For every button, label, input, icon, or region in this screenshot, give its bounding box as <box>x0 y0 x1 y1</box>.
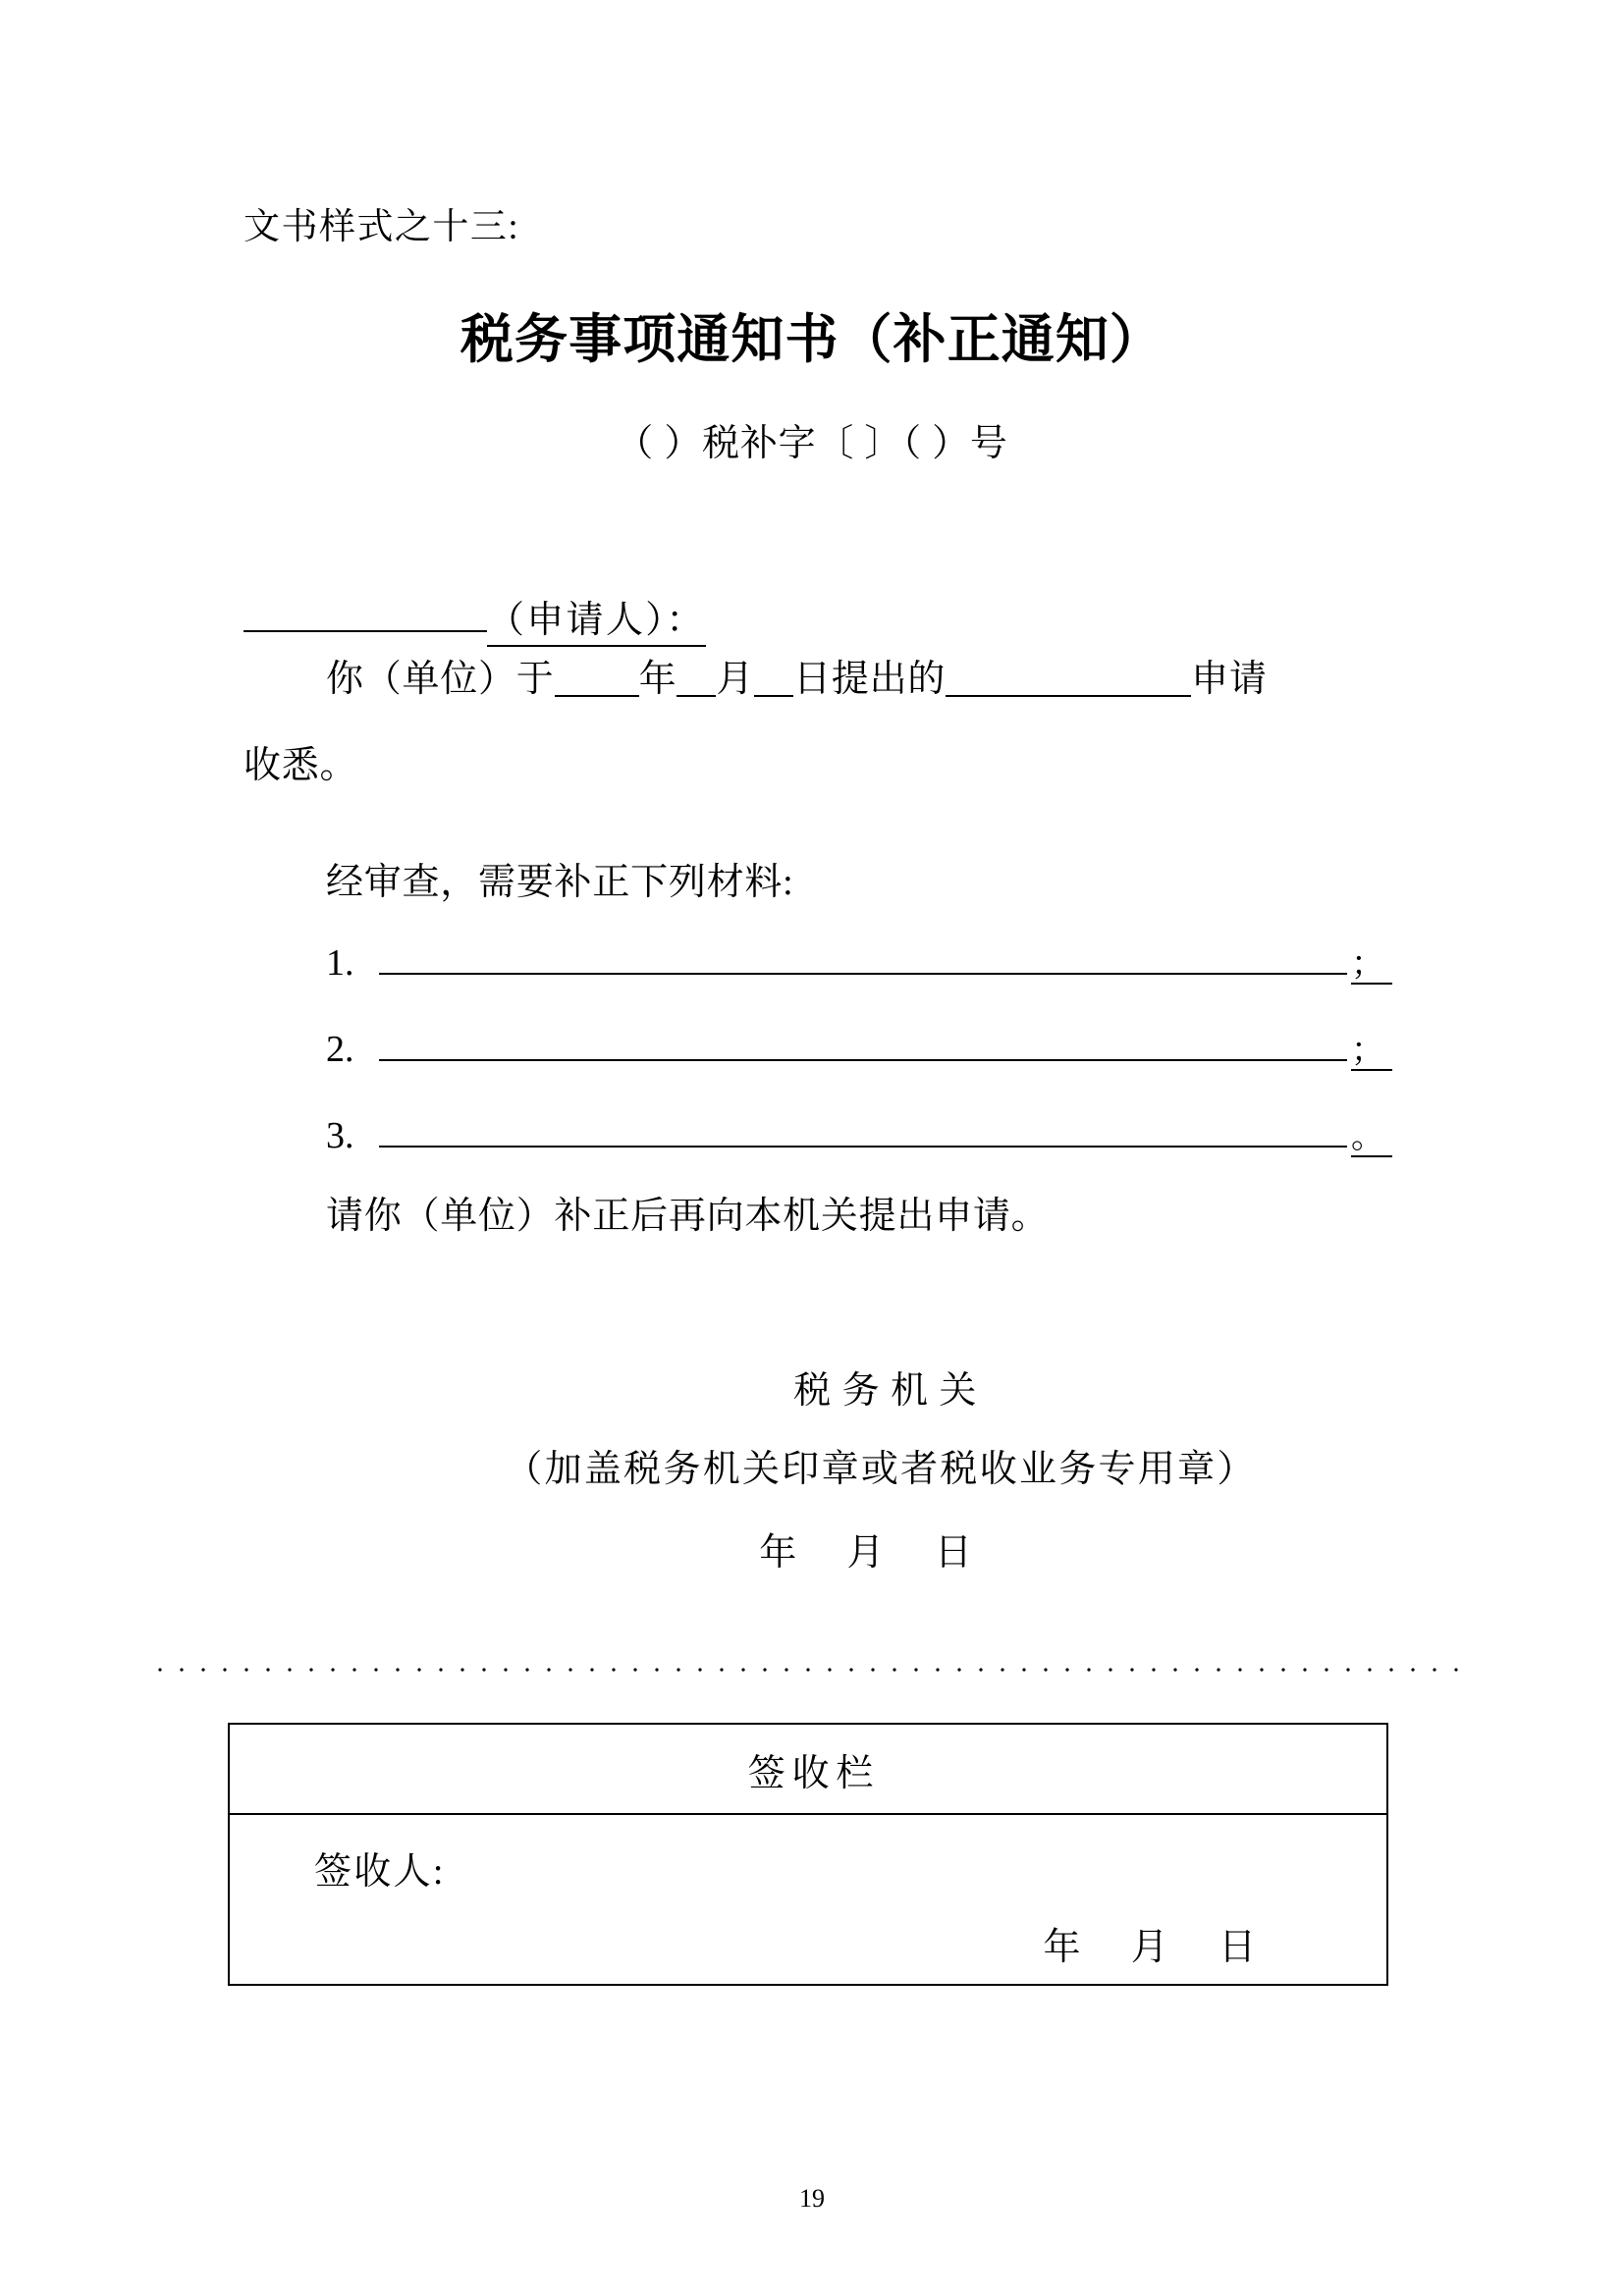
body-paragraph-received: 收悉。 <box>244 745 358 786</box>
material-item <box>244 937 1392 1024</box>
signature-date-line: 年 月 日 <box>759 1532 993 1574</box>
label-year: 年 <box>638 659 677 700</box>
submission-day-blank[interactable] <box>754 658 793 697</box>
application-type-blank[interactable] <box>946 658 1191 697</box>
signature-authority: 税务机关 <box>793 1370 988 1412</box>
body-paragraph-submission <box>244 636 1268 722</box>
receipt-table <box>228 1723 1388 1986</box>
recipient-name-blank[interactable] <box>244 591 487 632</box>
material-item-number: 2. <box>326 1029 354 1070</box>
material-item-input[interactable] <box>379 1024 1347 1061</box>
document-number-line: （ ）税补字〔 〕（ ）号 <box>616 423 1008 464</box>
material-item-number: 3. <box>326 1115 354 1156</box>
material-item-input[interactable] <box>379 937 1347 975</box>
document-style-label: 文书样式之十三: <box>244 207 520 247</box>
page-title: 税务事项通知书（补正通知） <box>460 310 1164 369</box>
material-item-number: 1. <box>326 942 354 984</box>
receipt-table-header: 签收栏 <box>230 1725 1386 1815</box>
material-item-terminator: 。 <box>1351 1120 1392 1157</box>
material-item-terminator: ； <box>1351 947 1392 985</box>
material-item <box>244 1024 1392 1110</box>
material-item-input[interactable] <box>379 1110 1347 1148</box>
signature-seal-note: （加盖税务机关印章或者税收业务专用章） <box>505 1449 1257 1490</box>
label-day-submitted: 日提出的 <box>793 659 947 700</box>
label-month: 月 <box>716 659 755 700</box>
receipt-signer-label: 签收人: <box>314 1851 446 1893</box>
material-item-terminator: ； <box>1351 1034 1392 1071</box>
submission-year-blank[interactable] <box>555 658 639 697</box>
receipt-table-body <box>230 1815 1386 1984</box>
body-text-submission-suffix: 申请 <box>1191 659 1268 700</box>
submission-month-blank[interactable] <box>677 658 716 697</box>
body-text-submission-prefix: 你（单位）于 <box>326 659 555 700</box>
material-list <box>244 937 1392 1197</box>
recipient-suffix-label: （申请人）： <box>487 589 706 647</box>
page-number: 19 <box>799 2184 825 2213</box>
body-paragraph-closing: 请你（单位）补正后再向本机关提出申请。 <box>326 1196 1050 1237</box>
body-paragraph-review: 经审查，需要补正下列材料: <box>326 862 794 903</box>
receipt-date-line: 年 月 日 <box>1043 1927 1276 1968</box>
tear-off-dotted-line <box>149 1666 1465 1674</box>
